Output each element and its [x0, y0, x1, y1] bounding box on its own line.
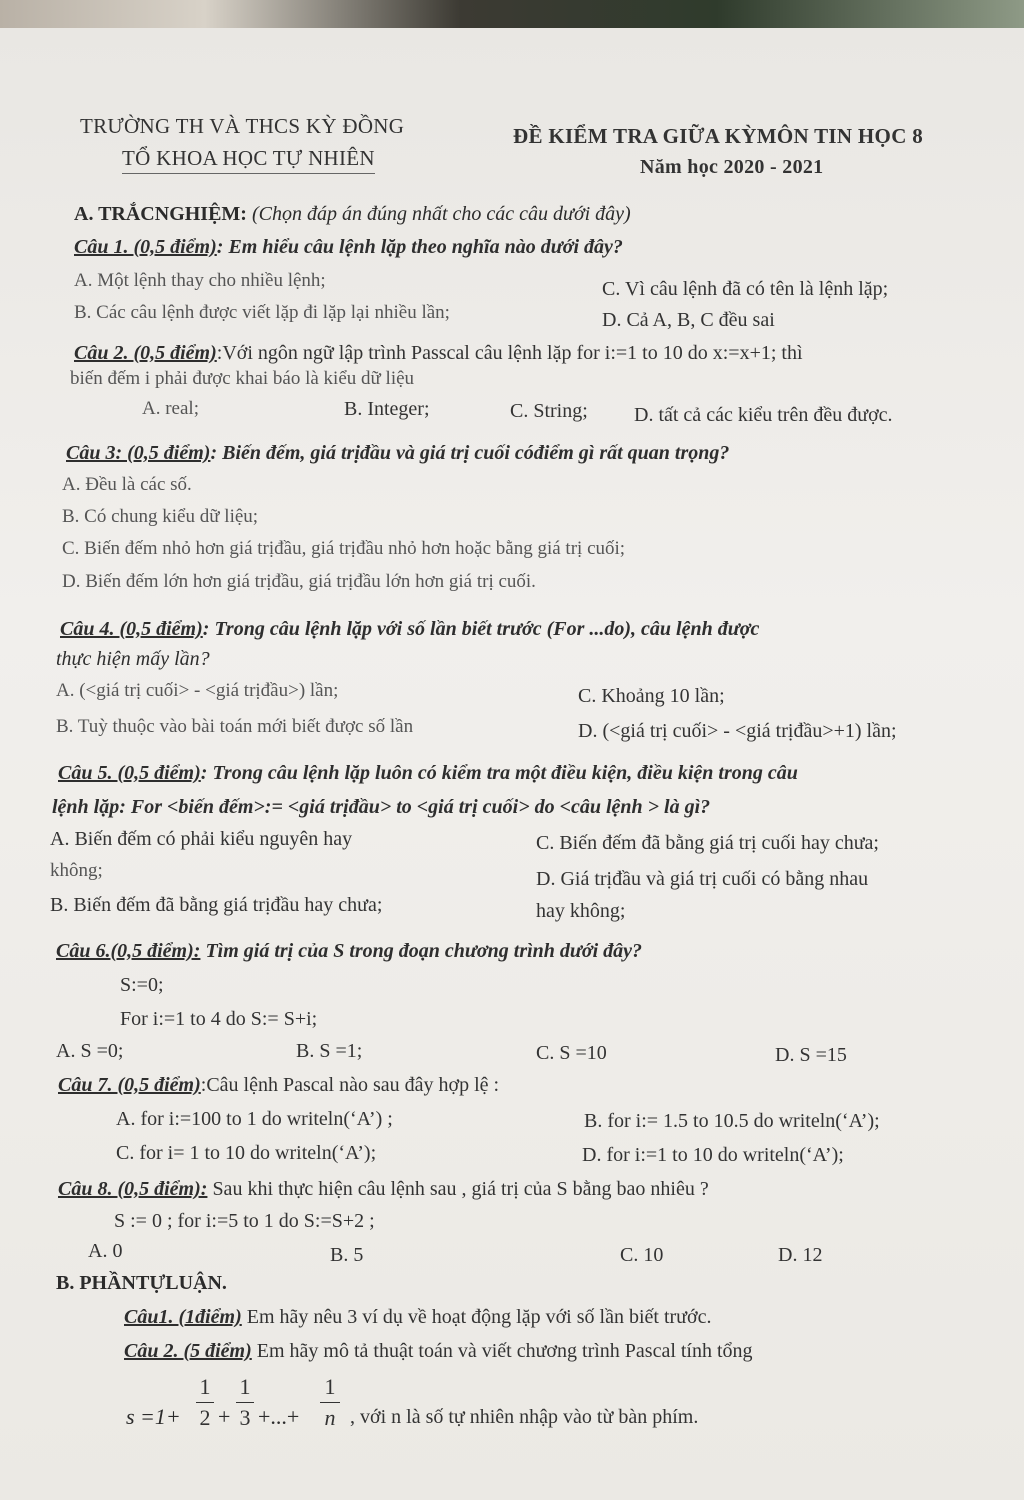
fraction-3-bar	[320, 1402, 340, 1403]
question-4-text-1: : Trong câu lệnh lặp với số lần biết trước (For ...do), câu lệnh được	[202, 618, 760, 640]
exam-title: ĐỀ KIỂM TRA GIỮA KỲMÔN TIN HỌC 8	[513, 124, 924, 148]
question-2	[74, 342, 803, 365]
fraction-2-bar	[236, 1402, 254, 1403]
question-6-option-a: A. S =0;	[56, 1040, 124, 1062]
question-2-option-a: A. real;	[142, 398, 199, 419]
question-7-option-c: C. for i= 1 to 10 do writeln(‘A’);	[116, 1142, 377, 1164]
question-5-option-b: B. Biến đếm đã bằng giá trịđầu hay chưa;	[50, 894, 383, 916]
question-5-option-a-line-2: không;	[50, 860, 103, 881]
question-8-option-b: B. 5	[330, 1244, 364, 1266]
question-1-option-d: D. Cả A, B, C đều sai	[602, 309, 775, 331]
question-1-text: : Em hiểu câu lệnh lặp theo nghĩa nào dưới đây?	[216, 236, 623, 258]
question-4-option-a: A. (<giá trị cuối> - <giá trịđầu>) lần;	[56, 680, 339, 701]
formula-description: , với n là số tự nhiên nhập vào từ bàn phím.	[350, 1406, 699, 1428]
question-6-code-line-1: S:=0;	[120, 974, 164, 996]
question-2-option-c: C. String;	[510, 400, 588, 422]
question-6-option-b: B. S =1;	[296, 1040, 363, 1062]
question-3-option-d: D. Biến đếm lớn hơn giá trịđầu, giá trịđầu lớn hơn giá trị cuối.	[62, 571, 536, 592]
question-2-text-1: :Với ngôn ngữ lập trình Passcal câu lệnh lặp for i:=1 to 10 do x:=x+1; thì	[216, 342, 803, 364]
question-6-code-line-2: For i:=1 to 4 do S:= S+i;	[120, 1008, 318, 1030]
school-year: Năm học 2020 - 2021	[640, 156, 824, 178]
question-6-label: Câu 6.(0,5 điểm):	[56, 940, 201, 962]
question-3-label: Câu 3: (0,5 điểm)	[66, 442, 211, 464]
question-3	[66, 442, 729, 465]
question-5-option-a-line-1: A. Biến đếm có phải kiểu nguyên hay	[50, 828, 353, 850]
school-name: TRƯỜNG TH VÀ THCS KỲ ĐỒNG	[80, 114, 405, 138]
question-7-option-a: A. for i:=100 to 1 do writeln(‘A’) ;	[116, 1108, 393, 1130]
question-8-option-c: C. 10	[620, 1244, 664, 1266]
question-6-option-d: D. S =15	[775, 1044, 847, 1066]
question-6-text: Tìm giá trị của S trong đoạn chương trình dưới đây?	[200, 940, 643, 962]
fraction-2-denominator: 3	[239, 1405, 251, 1430]
formula-ellipsis: +...+	[258, 1404, 300, 1429]
question-1-option-c: C. Vì câu lệnh đã có tên là lệnh lặp;	[602, 278, 889, 300]
question-1-option-a: A. Một lệnh thay cho nhiều lệnh;	[74, 270, 326, 291]
question-8-option-d: D. 12	[778, 1244, 823, 1266]
essay-question-1	[124, 1306, 711, 1329]
fraction-3-numerator: 1	[324, 1374, 336, 1399]
question-2-text-line-2: biến đếm i phải được khai báo là kiểu dữ liệu	[70, 368, 415, 389]
question-7-text: :Câu lệnh Pascal nào sau đây hợp lệ :	[200, 1074, 500, 1096]
question-4-option-b: B. Tuỳ thuộc vào bài toán mới biết được số lần	[56, 716, 414, 737]
section-a-title: A. TRẮCNGHIỆM:	[74, 203, 252, 225]
formula-fraction-2	[236, 1374, 254, 1431]
question-4-text-line-2: thực hiện mấy lần?	[56, 648, 210, 670]
fraction-3-denominator: n	[324, 1405, 336, 1430]
department-name: TỔ KHOA HỌC TỰ NHIÊN	[122, 146, 375, 174]
exam-paper	[0, 28, 1024, 1500]
question-8-code: S := 0 ; for i:=5 to 1 do S:=S+2 ;	[114, 1210, 375, 1232]
section-a-instruction: (Chọn đáp án đúng nhất cho các câu dưới đây)	[251, 203, 631, 225]
section-a-heading	[74, 203, 631, 226]
question-1	[74, 236, 623, 259]
question-7	[58, 1074, 499, 1097]
essay-question-2-label: Câu 2. (5 điểm)	[124, 1340, 252, 1362]
section-b-title: B. PHẦNTỰLUẬN.	[56, 1272, 227, 1294]
essay-question-2	[124, 1340, 753, 1363]
question-3-text: : Biến đếm, giá trịđầu và giá trị cuối cóđiểm gì rất quan trọng?	[210, 442, 730, 464]
question-2-option-d: D. tất cả các kiểu trên đều được.	[634, 404, 893, 426]
essay-question-1-text: Em hãy nêu 3 ví dụ về hoạt động lặp với số lần biết trước.	[241, 1306, 712, 1328]
question-3-option-a: A. Đều là các số.	[62, 474, 192, 495]
question-4	[60, 618, 759, 641]
question-8-option-a: A. 0	[88, 1240, 123, 1262]
essay-question-2-text: Em hãy mô tả thuật toán và viết chương trình Pascal tính tổng	[251, 1340, 753, 1362]
fraction-1-numerator: 1	[199, 1374, 211, 1399]
question-5-option-d-line-1: D. Giá trịđầu và giá trị cuối có bằng nhau	[536, 868, 869, 890]
question-4-label: Câu 4. (0,5 điểm)	[60, 618, 203, 640]
question-4-option-d: D. (<giá trị cuối> - <giá trịđầu>+1) lần;	[578, 720, 897, 742]
question-2-label: Câu 2. (0,5 điểm)	[74, 342, 217, 364]
question-7-option-d: D. for i:=1 to 10 do writeln(‘A’);	[582, 1144, 844, 1166]
question-5-text-1: : Trong câu lệnh lặp luôn có kiểm tra một điều kiện, điều kiện trong câu	[200, 762, 798, 784]
question-5-label: Câu 5. (0,5 điểm)	[58, 762, 201, 784]
formula-start: s =1+	[126, 1404, 181, 1429]
question-1-label: Câu 1. (0,5 điểm)	[74, 236, 217, 258]
question-5-option-c: C. Biến đếm đã bằng giá trị cuối hay chưa;	[536, 832, 879, 854]
question-8-label: Câu 8. (0,5 điểm):	[58, 1178, 208, 1200]
question-3-option-b: B. Có chung kiểu dữ liệu;	[62, 506, 259, 527]
fraction-1-bar	[196, 1402, 214, 1403]
question-8-text: Sau khi thực hiện câu lệnh sau , giá trị của S bằng bao nhiêu ?	[207, 1178, 709, 1200]
question-5	[58, 762, 798, 785]
question-8	[58, 1178, 709, 1201]
formula-plus: +	[218, 1404, 231, 1429]
question-5-option-d-line-2: hay không;	[536, 900, 626, 922]
essay-question-1-label: Câu1. (1điểm)	[124, 1306, 242, 1328]
question-7-label: Câu 7. (0,5 điểm)	[58, 1074, 201, 1096]
question-2-option-b: B. Integer;	[344, 398, 430, 420]
question-3-option-c: C. Biến đếm nhỏ hơn giá trịđầu, giá trịđầu nhỏ hơn hoặc bằng giá trị cuối;	[62, 538, 626, 559]
question-1-option-b: B. Các câu lệnh được viết lặp đi lặp lại nhiều lần;	[74, 302, 450, 323]
question-6	[56, 940, 642, 963]
question-5-text-line-2: lệnh lặp: For <biến đếm>:= <giá trịđầu> to <giá trị cuối> do <câu lệnh > là gì?	[52, 796, 711, 818]
question-4-option-c: C. Khoảng 10 lần;	[578, 685, 725, 707]
formula-fraction-3	[320, 1374, 340, 1431]
fraction-1-denominator: 2	[199, 1405, 211, 1430]
question-7-option-b: B. for i:= 1.5 to 10.5 do writeln(‘A’);	[584, 1110, 880, 1132]
fraction-2-numerator: 1	[239, 1374, 251, 1399]
question-6-option-c: C. S =10	[536, 1042, 607, 1064]
formula-fraction-1	[196, 1374, 214, 1431]
